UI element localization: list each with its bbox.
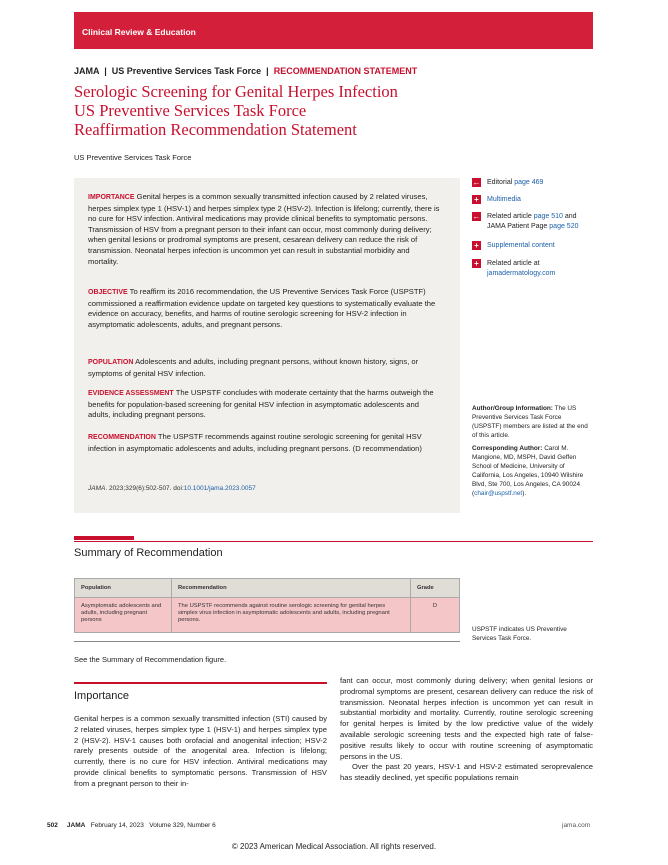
citation-text: . 2023;329(6):502-507. doi:	[105, 485, 184, 492]
abstract-evidence	[88, 388, 440, 421]
editorial-label: Editorial	[487, 179, 513, 186]
right-paragraph-1: fant can occur, most commonly during delivery; when genital lesions or prodromal symptoms are present, cesarean delivery can reduce the risk of transmission. Neonatal herpes infection is uncommon yet can result in substantial morbidity and mortality. Currently, routine serologic screening for genital herpes is limited by the low predictive value of the widely available serologic screening tests and the expected high rate of false-positive results likely to occur with routine screening of asymptomatic persons in the US.	[340, 676, 593, 761]
related2-label: Related article at	[487, 260, 540, 267]
summary-rule	[74, 541, 593, 542]
article-type: RECOMMENDATION STATEMENT	[273, 66, 418, 76]
plus-icon: +	[472, 195, 481, 204]
sidebar-editorial[interactable]	[472, 178, 602, 188]
abstract-recommendation	[88, 432, 440, 454]
byline: US Preventive Services Task Force	[74, 153, 192, 162]
arrow-left-icon: ←	[472, 212, 481, 221]
title-line-2: US Preventive Services Task Force	[74, 101, 307, 120]
abstract-box	[74, 178, 460, 513]
left-paragraph: Genital herpes is a common sexually transmitted infection (STI) caused by 2 related viruses, herpes simplex type 1 (HSV-1) and herpes simplex type 2 (HSV-2). HSV-1 causes both orofacial and anogenital infection; HSV-2 rarely presents outside of the anogenital area. Infection is lifelong; currently, there is no cure for HSV infection. Antiviral medications may provide clinical benefits to symptomatic persons. Transmission of HSV from a pregnant person to their in-	[74, 714, 327, 788]
abstract-objective	[88, 287, 440, 330]
corresponding-author	[472, 444, 592, 498]
cell-grade: D	[411, 598, 460, 633]
author-info-head: Author/Group Information:	[472, 405, 553, 412]
banner-label: Clinical Review & Education	[82, 27, 196, 37]
sidebar-related-2[interactable]	[472, 259, 602, 277]
table-bottom-rule	[74, 641, 460, 642]
section-accent-rule	[74, 682, 327, 684]
importance-head: IMPORTANCE	[88, 194, 135, 201]
right-paragraph-2: Over the past 20 years, HSV-1 and HSV-2 estimated seroprevalence has steadily declined, yet specific populations remain	[340, 762, 593, 783]
related-and: and	[562, 213, 577, 220]
multimedia-label[interactable]: Multimedia	[487, 196, 521, 203]
header-grade: Grade	[411, 579, 460, 598]
cell-population: Asymptomatic adolescents and adults, including pregnant persons	[75, 598, 172, 633]
section-title: Importance	[74, 690, 130, 702]
sidebar-supplemental[interactable]	[472, 241, 602, 251]
supplemental-label[interactable]: Supplemental content	[487, 242, 555, 249]
copyright: © 2023 American Medical Association. All rights reserved.	[231, 842, 437, 851]
body-right-column	[340, 676, 593, 784]
abbrev-note: USPSTF indicates US Preventive Services Task Force.	[472, 626, 567, 642]
journal-org: US Preventive Services Task Force	[111, 66, 262, 76]
evidence-text: The USPSTF concludes with moderate certainty that the harms outweigh the benefits for population-based screening for genital HSV infection in asymptomatic adolescents and adults, including pregnant persons.	[88, 388, 434, 420]
header-recommendation: Recommendation	[172, 579, 411, 598]
editorial-link[interactable]: page 469	[514, 179, 544, 186]
header-population: Population	[75, 579, 172, 598]
corr-email[interactable]: chair@uspstf.net	[474, 490, 523, 497]
article-title	[74, 82, 398, 139]
objective-head: OBJECTIVE	[88, 289, 128, 296]
plus-icon: +	[472, 241, 481, 250]
evidence-head: EVIDENCE ASSESSMENT	[88, 390, 174, 397]
footer-journal: JAMA	[66, 822, 86, 829]
journal-name: JAMA	[74, 66, 100, 76]
sidebar-related[interactable]	[472, 212, 602, 230]
footer-date: February 14, 2023	[90, 822, 144, 829]
doi-link[interactable]: 10.1001/jama.2023.0057	[183, 485, 256, 492]
table-header-row	[75, 579, 460, 598]
journal-line: JAMA | US Preventive Services Task Force | RECOMMENDATION STATEMENT	[74, 66, 418, 76]
footer-volume: Volume 329, Number 6	[149, 822, 216, 829]
corr-text: Carol M. Mangione, MD, MSPH, David Geffen School of Medicine, University of California, Los Angeles, 10940 Wilshire Blvd, Ste 700, Los Angeles, CA 90024 (	[472, 445, 584, 497]
arrow-left-icon: ←	[472, 178, 481, 187]
see-figure-note: See the Summary of Recommendation figure.	[74, 655, 227, 664]
title-line-1: Serologic Screening for Genital Herpes Infection	[74, 82, 398, 101]
cell-recommendation: The USPSTF recommends against routine serologic screening for genital herpes simplex virus infection in asymptomatic adolescents and adults, including pregnant persons.	[172, 598, 411, 633]
population-text: Adolescents and adults, including pregnant persons, without known history, signs, or symptoms of genital HSV infection.	[88, 357, 419, 378]
recommendation-head: RECOMMENDATION	[88, 434, 156, 441]
summary-table	[74, 578, 460, 633]
citation-journal: JAMA	[88, 485, 106, 492]
page-number: 502	[47, 822, 58, 829]
author-info	[472, 404, 592, 498]
abstract-importance	[88, 192, 440, 267]
section-banner	[74, 12, 593, 49]
population-head: POPULATION	[88, 359, 134, 366]
title-line-3: Reaffirmation Recommendation Statement	[74, 120, 357, 139]
body-left-column	[74, 714, 327, 790]
related2-link[interactable]: jamadermatology.com	[487, 269, 556, 277]
footer-site[interactable]: jama.com	[562, 822, 591, 829]
abstract-population	[88, 357, 440, 379]
importance-text: Genital herpes is a common sexually transmitted infection caused by 2 related viruses, herpes simplex type 1 (HSV-1) and herpes simplex type 2 (HSV-2). Infection is lifelong; currently, there is no cure for HSV infection. Antiviral medications may provide clinical benefits to symptomatic persons. Transmission of HSV from a pregnant person to their infant can occur, most commonly during delivery; when genital lesions or prodromal symptoms are present, cesarean delivery can reduce the risk of transmission. Neonatal herpes infection is uncommon yet can result in substantial morbidity and mortality.	[88, 192, 440, 266]
recommendation-text: The USPSTF recommends against routine serologic screening for genital HSV infection in asymptomatic adolescents and adults, including pregnant persons. (D recommendation)	[88, 432, 422, 453]
summary-accent-rule	[74, 536, 134, 540]
objective-text: To reaffirm its 2016 recommendation, the US Preventive Services Task Force (USPSTF) commissioned a reaffirmation evidence update on targeted key questions to systematically evaluate the evidence on accuracy, benefits, and harms of routine serologic screening for HSV-2 infection in asymptomatic adolescents, adults, and pregnant persons.	[88, 287, 436, 329]
citation	[88, 485, 256, 492]
author-info-text: The US Preventive Services Task Force (USPSTF) members are listed at the end of this article.	[472, 405, 588, 439]
footer-info	[47, 822, 216, 829]
related-label: Related article	[487, 213, 532, 220]
table-row	[75, 598, 460, 633]
summary-title: Summary of Recommendation	[74, 547, 223, 559]
plus-icon: +	[472, 259, 481, 268]
related-link-2[interactable]: page 520	[549, 222, 579, 230]
related-link-1[interactable]: page 510	[533, 213, 563, 220]
patient-page-label: JAMA Patient Page	[487, 222, 548, 230]
corr-head: Corresponding Author:	[472, 445, 543, 452]
corr-end: ).	[522, 490, 527, 497]
author-group-info	[472, 404, 592, 440]
sidebar-multimedia[interactable]	[472, 195, 602, 205]
